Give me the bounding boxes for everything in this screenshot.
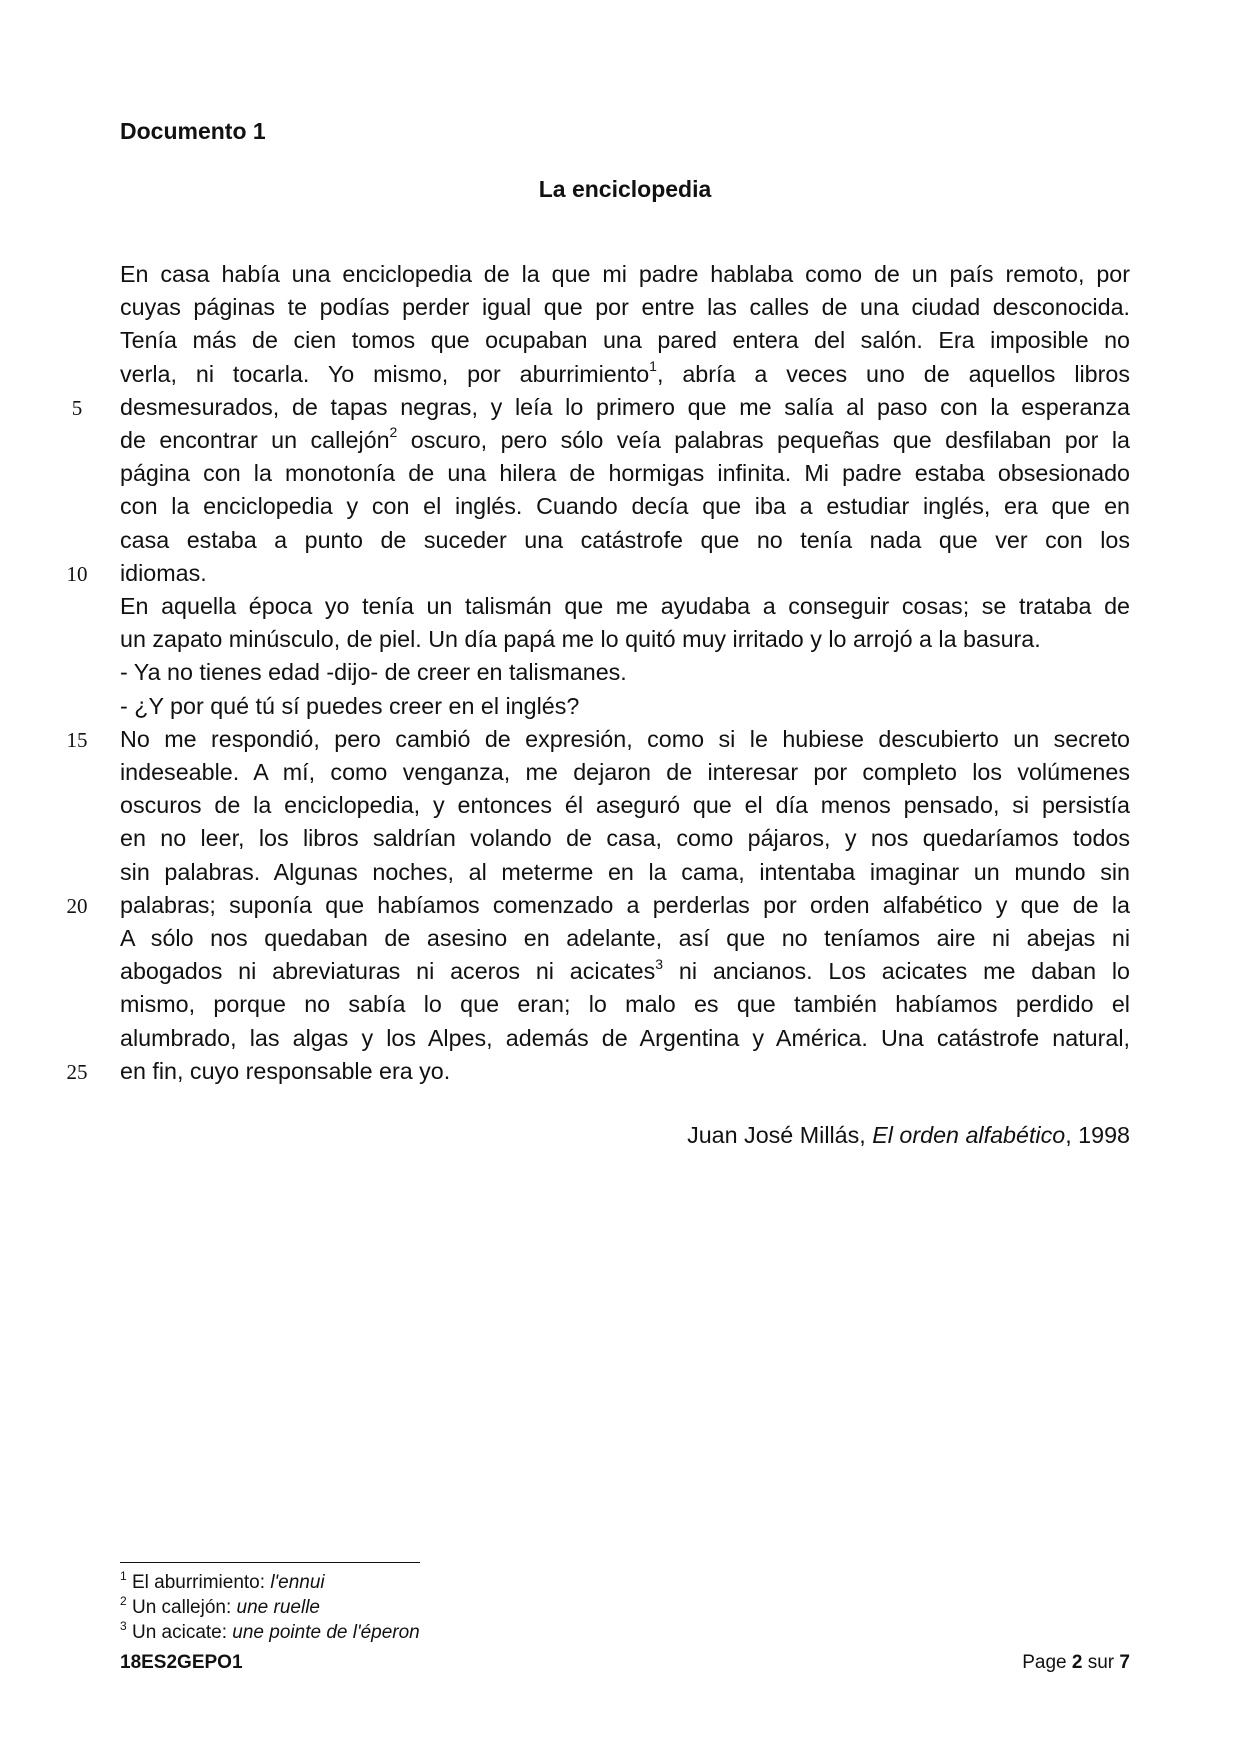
footnote (120, 1620, 420, 1645)
footnote-number: 3 (120, 1618, 127, 1633)
line-number: 15 (66, 727, 88, 752)
passage-line-text: en no leer, los libros saldrían volando de casa, como pájaros, y nos quedaríamos todos (120, 825, 1130, 852)
footnote-reference: 3 (655, 955, 664, 972)
attribution-work: El orden alfabético (872, 1122, 1066, 1148)
passage-line (120, 789, 1130, 822)
footnote-translation: une pointe de l'éperon (232, 1622, 420, 1643)
footnote-term: El aburrimiento: (126, 1572, 271, 1593)
page-prefix: Page (1022, 1652, 1067, 1673)
passage-line-text: verla, ni tocarla. Yo mismo, por aburrimiento (120, 360, 650, 387)
passage-line (120, 690, 1130, 723)
passage-line-text: mismo, porque no sabía lo que eran; lo malo es que también habíamos perdido el (120, 991, 1130, 1018)
footnote-reference: 2 (389, 424, 398, 441)
passage-line (120, 490, 1130, 523)
line-number: 20 (66, 893, 88, 918)
passage-line (120, 424, 1130, 457)
passage-line (120, 723, 1130, 756)
page-number: 2 (1071, 1652, 1083, 1673)
passage-line-text: alumbrado, las algas y los Alpes, además de Argentina y América. Una catástrofe natural, (120, 1024, 1130, 1051)
passage-line-text: , abría a veces uno de aquellos libros (656, 360, 1130, 387)
passage-line-text: cuyas páginas te podías perder igual que por entre las calles de una ciudad desconocida. (120, 294, 1130, 321)
passage-line-text: desmesurados, de tapas negras, y leía lo primero que me salía al paso con la esperanza (120, 393, 1130, 420)
passage-line (120, 756, 1130, 789)
footnote-term: Un acicate: (126, 1622, 233, 1643)
page-total: 7 (1119, 1652, 1130, 1673)
passage-line (120, 988, 1130, 1021)
passage-line-text: palabras; suponía que habíamos comenzado a perderlas por orden alfabético y que de la (120, 891, 1130, 918)
document-label: Documento 1 (120, 118, 266, 144)
passage-line (120, 955, 1130, 988)
passage-line (120, 889, 1130, 922)
footnote (120, 1595, 420, 1620)
passage-line (120, 1055, 1130, 1088)
document-title: La enciclopedia (538, 176, 712, 202)
attribution-author: Juan José Millás, (687, 1122, 866, 1148)
passage-line (120, 623, 1130, 656)
passage-line (120, 922, 1130, 955)
passage-line (120, 258, 1130, 291)
passage-line (120, 557, 1130, 590)
passage-line-text: - Ya no tienes edad -dijo- de creer en talismanes. (120, 659, 627, 686)
passage-line-text: oscuro, pero sólo veía palabras pequeñas que desfilaban por la (397, 427, 1130, 454)
passage-line-text: ni ancianos. Los acicates me daban lo (663, 958, 1130, 985)
passage-line (120, 457, 1130, 490)
passage-line-text: En casa había una enciclopedia de la que mi padre hablaba como de un país remoto, por (120, 261, 1130, 287)
footnote-divider (120, 1562, 420, 1563)
passage-line-text: un zapato minúsculo, de piel. Un día papá me lo quitó muy irritado y lo arrojó a la basura. (120, 626, 1041, 653)
footnote (120, 1570, 420, 1595)
footer-code: 18ES2GEPO1 (120, 1652, 243, 1673)
passage-line-text: en fin, cuyo responsable era yo. (120, 1057, 451, 1084)
passage-line (120, 324, 1130, 357)
footnote-term: Un callejón: (126, 1597, 237, 1618)
passage-line-text: página con la monotonía de una hilera de hormigas infinita. Mi padre estaba obsesionado (120, 460, 1130, 487)
passage-line-text: A sólo nos quedaban de asesino en adelante, así que no teníamos aire ni abejas ni (120, 925, 1130, 952)
footnote-translation: l'ennui (270, 1572, 325, 1593)
footer-page-indicator (1022, 1652, 1130, 1674)
attribution-year: , 1998 (1065, 1122, 1130, 1148)
passage-line-text: Tenía más de cien tomos que ocupaban una pared entera del salón. Era imposible no (120, 327, 1130, 354)
passage-line-text: - ¿Y por qué tú sí puedes creer en el inglés? (120, 692, 580, 719)
passage-text (120, 258, 1130, 1088)
passage-line-text: de encontrar un callejón (120, 427, 390, 454)
passage-line-text: oscuros de la enciclopedia, y entonces él aseguró que el día menos pensado, si persistía (120, 792, 1130, 819)
page-sep: sur (1087, 1652, 1115, 1673)
passage-line-text: abogados ni abreviaturas ni aceros ni acicates (120, 958, 656, 985)
passage-line (120, 822, 1130, 855)
line-number: 5 (71, 395, 83, 420)
passage-line (120, 291, 1130, 324)
passage-line (120, 656, 1130, 689)
footnote-number: 1 (120, 1568, 127, 1583)
attribution (120, 1122, 1130, 1149)
passage-line (120, 358, 1130, 391)
passage-line-text: con la enciclopedia y con el inglés. Cuando decía que iba a estudiar inglés, era que en (120, 493, 1130, 520)
passage-line-text: indeseable. A mí, como venganza, me dejaron de interesar por completo los volúmenes (120, 759, 1130, 786)
footnote-translation: une ruelle (236, 1597, 320, 1618)
passage-line-text: casa estaba a punto de suceder una catástrofe que no tenía nada que ver con los (120, 526, 1130, 553)
footnote-reference: 1 (649, 357, 657, 374)
passage-line (120, 524, 1130, 557)
passage-line-text: No me respondió, pero cambió de expresión, como si le hubiese descubierto un secreto (120, 725, 1130, 752)
passage-line (120, 391, 1130, 424)
passage-line-text: idiomas. (120, 559, 207, 586)
passage-line (120, 590, 1130, 623)
footnote-number: 2 (120, 1593, 127, 1608)
footnotes (120, 1570, 420, 1645)
passage-line-text: En aquella época yo tenía un talismán que me ayudaba a conseguir cosas; se trataba de (120, 593, 1130, 620)
line-number: 10 (66, 561, 88, 586)
line-number: 25 (66, 1059, 88, 1084)
passage-line (120, 1022, 1130, 1055)
passage-line-text: sin palabras. Algunas noches, al meterme en la cama, intentaba imaginar un mundo sin (120, 858, 1130, 885)
passage-line (120, 856, 1130, 889)
